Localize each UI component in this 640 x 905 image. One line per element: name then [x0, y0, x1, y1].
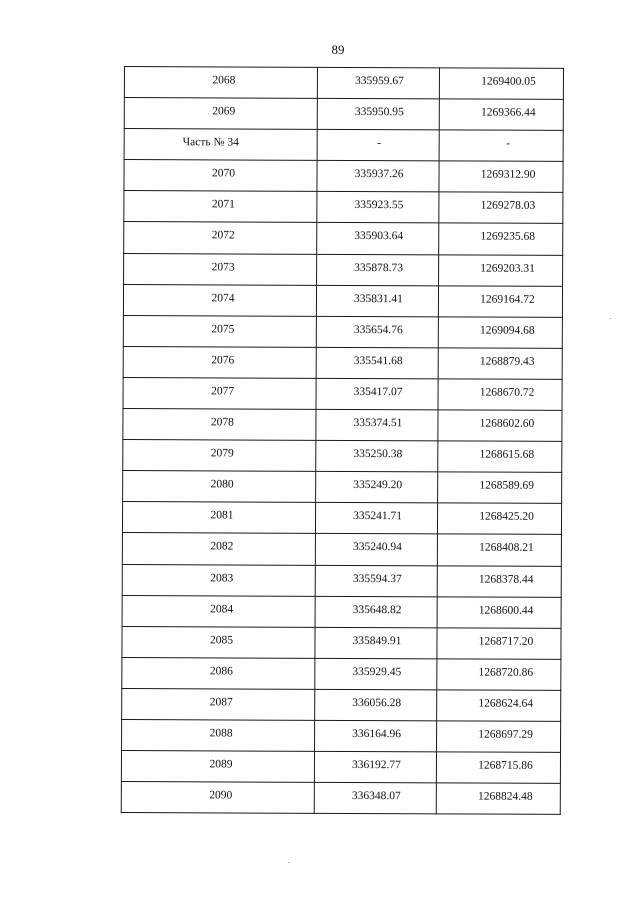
table-row: [122, 502, 561, 535]
point-number-cell: [122, 626, 315, 658]
x-coordinate-cell-text: 336192.77: [351, 759, 401, 772]
x-coordinate-cell: [316, 472, 438, 504]
point-number-cell-text: 2090: [209, 789, 233, 802]
x-coordinate-cell: [314, 751, 436, 783]
point-number-cell-text: 2069: [212, 105, 236, 118]
x-coordinate-cell: [317, 192, 439, 224]
section-row: [124, 129, 563, 162]
x-coordinate-cell-text: 335240.94: [352, 541, 402, 554]
coordinates-table: [121, 66, 564, 815]
x-coordinate-cell: [315, 565, 437, 597]
point-number-cell-text: 2074: [211, 292, 235, 305]
x-coordinate-cell-text: 336164.96: [352, 727, 402, 741]
table-row: [124, 67, 563, 100]
point-number-cell: [124, 253, 317, 285]
y-coordinate-cell: [439, 99, 563, 131]
y-coordinate-cell-text: 1268615.68: [479, 448, 535, 461]
y-coordinate-cell-text: 1268717.20: [478, 635, 534, 648]
y-coordinate-cell: [437, 534, 561, 566]
table-row: [122, 626, 561, 659]
x-coordinate-cell-text: 335241.71: [353, 510, 403, 523]
x-coordinate-cell: [315, 534, 437, 566]
scan-speck: [288, 862, 289, 863]
point-number-cell: [124, 222, 317, 254]
scan-speck: [610, 318, 611, 319]
y-coordinate-cell-text: 1268378.44: [478, 573, 534, 586]
y-coordinate-cell-text: 1268589.69: [479, 479, 535, 493]
point-number-cell-text: 2080: [210, 478, 234, 491]
y-coordinate-cell-text: 1269203.31: [480, 262, 535, 275]
y-coordinate-cell-text: 1269235.68: [480, 231, 536, 244]
point-number-cell-text: 2070: [212, 167, 236, 180]
table-row: [122, 688, 561, 721]
table-row: [124, 253, 563, 286]
table-row: [123, 315, 562, 348]
point-number-cell-text: 2076: [211, 354, 235, 367]
y-coordinate-cell: [437, 628, 561, 660]
x-coordinate-cell-text: 335849.91: [352, 634, 402, 647]
x-coordinate-cell-text: 335374.51: [353, 417, 403, 430]
x-coordinate-cell: [317, 223, 439, 255]
x-coordinate-cell: [315, 720, 437, 752]
x-coordinate-cell-text: 335417.07: [353, 385, 403, 399]
x-coordinate-cell-text: 335903.64: [354, 230, 404, 243]
y-coordinate-cell-text: 1269366.44: [480, 106, 536, 119]
point-number-cell-text: 2068: [212, 74, 236, 87]
y-coordinate-cell: [439, 223, 563, 255]
table-row: [122, 595, 561, 628]
point-number-cell-text: 2078: [210, 416, 234, 429]
point-number-cell-text: 2081: [210, 509, 234, 522]
page-number: 89: [331, 42, 345, 57]
point-number-cell: [123, 471, 316, 503]
point-number-cell-text: 2072: [211, 229, 235, 242]
x-coordinate-cell-text: 335959.67: [354, 75, 404, 88]
y-coordinate-cell-text: -: [506, 137, 511, 150]
x-coordinate-cell: [316, 316, 438, 348]
point-number-cell: [124, 67, 317, 99]
y-coordinate-cell: [439, 254, 563, 286]
y-coordinate-cell-text: 1269400.05: [481, 75, 536, 88]
y-coordinate-cell: [436, 752, 560, 784]
y-coordinate-cell-text: 1268715.86: [478, 759, 533, 772]
y-coordinate-cell: [439, 68, 563, 100]
x-coordinate-cell: [316, 440, 438, 472]
y-coordinate-cell: [438, 348, 562, 380]
point-number-cell-text: 2089: [209, 758, 233, 771]
point-number-cell: [122, 595, 315, 627]
table-row: [123, 284, 562, 317]
y-coordinate-cell: [439, 130, 563, 162]
point-number-cell-text: 2083: [210, 571, 234, 584]
y-coordinate-cell-text: 1268600.44: [478, 604, 534, 617]
point-number-cell-text: 2086: [209, 665, 233, 678]
x-coordinate-cell: [317, 161, 439, 193]
table-row: [123, 377, 562, 410]
point-number-cell: [122, 533, 315, 565]
x-coordinate-cell-text: 335950.95: [354, 106, 404, 119]
y-coordinate-cell: [437, 721, 561, 753]
y-coordinate-cell-text: 1268697.29: [478, 728, 533, 741]
x-coordinate-cell: [315, 627, 437, 659]
point-number-cell-text: 2079: [210, 447, 234, 460]
section-label: [124, 129, 317, 161]
section-label-text: Часть № 34: [182, 136, 239, 149]
y-coordinate-cell: [436, 783, 560, 815]
y-coordinate-cell: [439, 161, 563, 193]
x-coordinate-cell: [315, 689, 437, 721]
point-number-cell-text: 2084: [210, 602, 234, 616]
point-number-cell: [122, 657, 315, 689]
x-coordinate-cell: [316, 347, 438, 379]
x-coordinate-cell: [317, 98, 439, 130]
point-number-cell: [122, 719, 315, 751]
x-coordinate-cell-text: 336056.28: [352, 696, 402, 710]
x-coordinate-cell-text: -: [377, 137, 382, 150]
y-coordinate-cell: [437, 659, 561, 691]
table-row: [124, 160, 563, 193]
y-coordinate-cell-text: 1269278.03: [480, 199, 536, 213]
y-coordinate-cell-text: 1268408.21: [479, 541, 534, 555]
point-number-cell: [123, 440, 316, 472]
y-coordinate-cell-text: 1268824.48: [477, 790, 533, 803]
point-number-cell: [121, 751, 314, 783]
y-coordinate-cell-text: 1269094.68: [480, 324, 535, 337]
y-coordinate-cell: [437, 690, 561, 722]
y-coordinate-cell-text: 1268624.64: [478, 697, 534, 710]
point-number-cell: [123, 284, 316, 316]
point-number-cell-text: 2085: [209, 634, 234, 647]
point-number-cell-text: 2073: [211, 260, 235, 274]
y-coordinate-cell-text: 1269312.90: [480, 168, 536, 182]
y-coordinate-cell: [437, 596, 561, 628]
table-row: [123, 440, 562, 473]
x-coordinate-cell-text: 335249.20: [353, 479, 403, 492]
y-coordinate-cell-text: 1268425.20: [479, 510, 534, 524]
point-number-cell-text: 2088: [209, 727, 233, 740]
x-coordinate-cell-text: 335878.73: [354, 261, 404, 274]
x-coordinate-cell-text: 335929.45: [352, 665, 402, 678]
y-coordinate-cell-text: 1269164.72: [480, 293, 535, 306]
x-coordinate-cell-text: 335654.76: [353, 323, 403, 336]
y-coordinate-cell: [438, 410, 562, 442]
x-coordinate-cell: [317, 67, 439, 99]
x-coordinate-cell: [317, 130, 439, 162]
table-row: [122, 657, 561, 690]
x-coordinate-cell-text: 335923.55: [354, 199, 404, 212]
x-coordinate-cell-text: 336348.07: [351, 790, 401, 803]
point-number-cell: [123, 409, 316, 441]
x-coordinate-cell: [316, 378, 438, 410]
point-number-cell: [122, 564, 315, 596]
y-coordinate-cell-text: 1268720.86: [478, 666, 534, 679]
x-coordinate-cell: [316, 285, 438, 317]
x-coordinate-cell-text: 335594.37: [352, 572, 402, 585]
y-coordinate-cell-text: 1268670.72: [479, 386, 535, 399]
point-number-cell: [123, 315, 316, 347]
x-coordinate-cell-text: 335831.41: [354, 292, 403, 305]
point-number-cell-text: 2087: [209, 696, 233, 709]
y-coordinate-cell: [437, 565, 561, 597]
coordinates-table-body: [121, 67, 563, 815]
x-coordinate-cell: [317, 254, 439, 286]
table-row: [122, 719, 561, 752]
y-coordinate-cell: [438, 317, 562, 349]
point-number-cell-text: 2082: [210, 540, 234, 553]
table-row: [123, 346, 562, 379]
table-row: [124, 98, 563, 131]
table-row: [123, 409, 562, 442]
x-coordinate-cell: [314, 782, 436, 814]
table-row: [122, 533, 561, 566]
x-coordinate-cell: [316, 409, 438, 441]
table-row: [121, 782, 560, 815]
point-number-cell-text: 2077: [211, 385, 235, 398]
y-coordinate-cell: [438, 379, 562, 411]
table-row: [122, 564, 561, 597]
point-number-cell: [124, 98, 317, 130]
x-coordinate-cell: [315, 503, 437, 535]
point-number-cell: [123, 346, 316, 378]
point-number-cell: [124, 160, 317, 192]
point-number-cell: [121, 782, 314, 814]
y-coordinate-cell: [438, 441, 562, 473]
x-coordinate-cell: [315, 596, 437, 628]
y-coordinate-cell-text: 1268879.43: [479, 355, 535, 368]
x-coordinate-cell-text: 335250.38: [353, 448, 403, 461]
x-coordinate-cell: [315, 658, 437, 690]
point-number-cell-text: 2071: [211, 198, 235, 211]
table-row: [123, 471, 562, 504]
x-coordinate-cell-text: 335648.82: [352, 603, 402, 616]
x-coordinate-cell-text: 335541.68: [353, 354, 403, 368]
table-row: [124, 222, 563, 255]
y-coordinate-cell: [438, 472, 562, 504]
x-coordinate-cell-text: 335937.26: [354, 168, 404, 181]
y-coordinate-cell: [438, 286, 562, 318]
point-number-cell-text: 2075: [211, 323, 235, 336]
y-coordinate-cell: [437, 503, 561, 535]
y-coordinate-cell-text: 1268602.60: [479, 417, 535, 430]
point-number-cell: [123, 377, 316, 409]
y-coordinate-cell: [439, 192, 563, 224]
table-row: [121, 751, 560, 784]
point-number-cell: [122, 502, 315, 534]
point-number-cell: [124, 191, 317, 223]
point-number-cell: [122, 688, 315, 720]
table-row: [124, 191, 563, 224]
